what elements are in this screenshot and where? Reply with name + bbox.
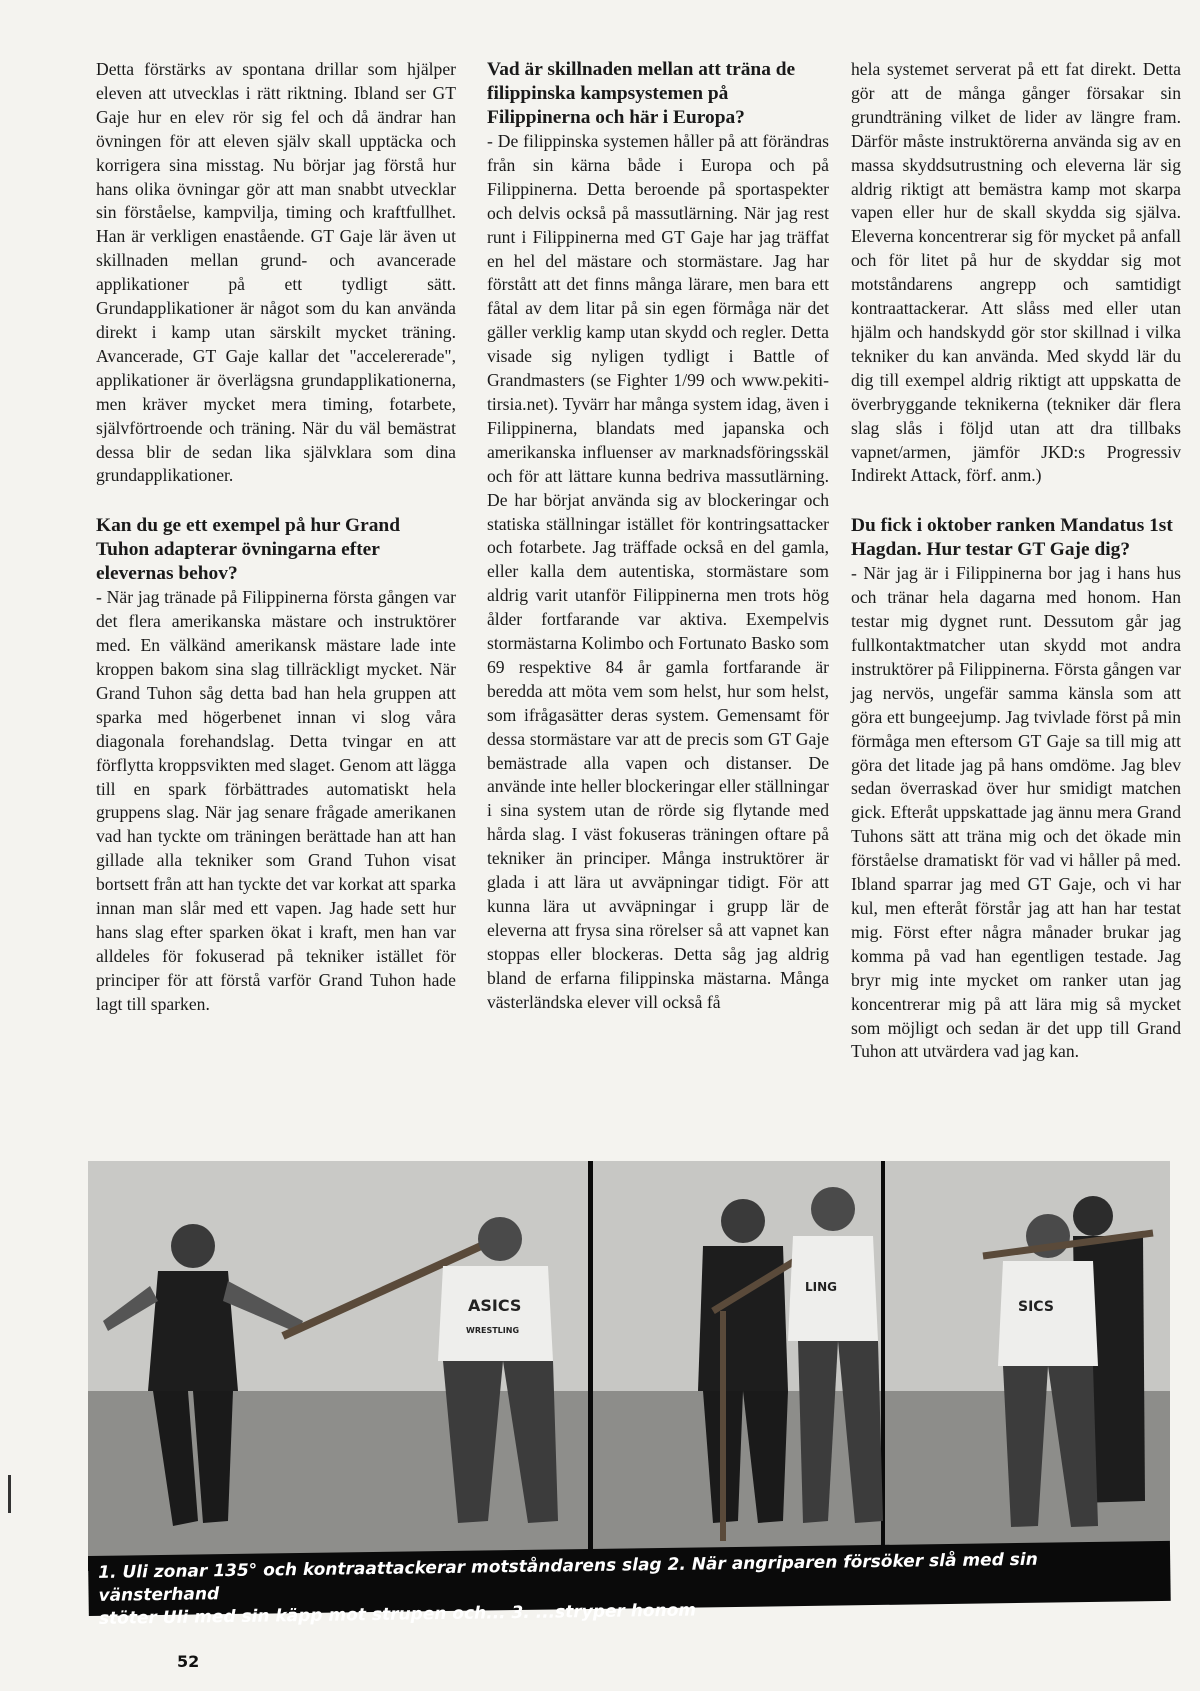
shirt-print: ASICS: [468, 1296, 522, 1315]
paragraph: Detta förstärks av spontana drillar som hjälper eleven att utvecklas i rätt riktning. Ibland ser GT Gaje hur en elev rör sig fel och då ändrar han övningen för att eleven själv skall upptäcka och korrigera sina misstag. Nu börjar jag förstå hur hans olika övningar gör att man snabbt utvecklar sin förståelse, kampvilja, timing och kraftfullhet. Han är verkligen enastående. GT Gaje lär även ut skillnaden mellan grund- och avancerade applikationer på ett tydligt sätt. Grundapplikationer är något som du kan använda direkt i kamp utan särskilt mycket träning. Avancerade, GT Gaje kallar det "accelererade", applikationer är överlägsna grundapplikationerna, men kräver mycket mera timing, fotarbete, självförtroende och träning. När du väl bemästrat dessa blir de sedan lika självklara som dina grundapplikationer.: [96, 59, 456, 486]
article-column-1: [96, 58, 456, 1017]
article-column-3: [851, 58, 1181, 1064]
page-number: 52: [177, 1652, 200, 1671]
paragraph: - När jag är i Filippinerna bor jag i hans hus och tränar hela dagarna med honom. Han testar mig dygnet runt. Dessutom går jag fullkontaktmatcher utan skydd mot andra instruktörer på Filippinerna. Första gången var jag nervös, ungefär samma känsla som att göra ett bungeejump. Jag tvivlade först på min förmåga men eftersom GT Gaje sa till mig att göra det litade jag på hans omdöme. Jag blev sedan överraskad över hur smidigt matchen gick. Efteråt uppskattade jag ännu mera Grand Tuhons sätt att träna mig och det ökade min förståelse dramatiskt för vad vi håller på med. Ibland sparrar jag med GT Gaje, och vi har kul, men efteråt förstår jag att han har testat mig. Först efter några månader brukar jag komma på vad han egentligen testade. Jag bryr mig inte mycket om ranker utan jag koncentrerar mig på att lära mig så mycket som möjligt och sedan är det upp till Grand Tuhon att utvärdera vad jag kan.: [851, 563, 1181, 1062]
interview-question: Vad är skillnaden mellan att träna de filippinska kampsystemen på Filippinerna och här i Europa?: [487, 59, 796, 128]
paragraph: hela systemet serverat på ett fat direkt. Detta gör att de många gånger försakar sin grundträning vilket de lider av längre fram. Därför måste instruktörerna använda sig av en massa skyddsutrustning och eleverna lär sig aldrig riktigt att bemästra kamp mot skarpa vapen eller hur de skall skydda sig själva. Eleverna koncentrerar sig för mycket på anfall och för litet på hur de skyddar sig mot motståndarens angrepp och samtidigt kontraattackerar. Att slåss med eller utan hjälm och handskydd gör stor skillnad i vilka tekniker du kan använda. Med skydd lär du dig till exempel aldrig riktigt att uppskatta de överbryggande teknikerna (tekniker där flera slag slås i följd utan att dra tillbaks vapnet/armen, jämför JKD:s Progressiv Indirekt Attack, förf. anm.): [851, 59, 1181, 486]
paragraph: - De filippinska systemen håller på att förändras från sin kärna både i Europa och på Filippinerna. Detta beroende på sportaspekter och delvis också på massutlärning. När jag rest runt i Filippinerna med GT Gaje har jag träffat en hel del mästare och stormästare. Jag har förstått att det finns många lärare, men bara ett fåtal av dem litar på sin egen förmåga när det gäller verklig kamp utan skydd och regler. Detta visade sig nyligen tydligt i Battle of Grandmasters (se Fighter 1/99 och www.pekiti-tirsia.net). Tyvärr har många system idag, även i Filippinerna, blandats med japanska och amerikanska influenser av marknadsföringsskäl och för att lättare kunna bedriva massutlärning. De har börjat använda sig av blockeringar och statiska ställningar istället för kontringsattacker och fotarbete. Jag träffade också en del gamla, eller kalla dem autentiska, stormästare som aldrig varit utanför Filippinerna men trots hög ålder fortfarande var aktiva. Exempelvis stormästarna Kolimbo och Fortunato Basko som 69 respektive 84 år gamla fortfarande är beredda att möta vem som helst, hur som helst, som ifrågasätter deras system. Gemensamt för dessa stormästare var att de precis som GT Gaje bemästrade alla vapen och distanser. De använde inte heller blockeringar eller ställningar i sina system utan de rörde sig flytande med hårda slag. I väst fokuseras träningen oftare på tekniker än principer. Många instruktörer är glada i att lära ut avväpningar tidigt. För att kunna lära ut avväpningar i grupp lär de eleverna att frysa sina rörelser så att vapnet kan stoppas eller blockeras. Detta såg jag aldrig bland de erfarna filippinska mästarna. Många västerländska elever vill också få: [487, 131, 829, 1012]
shirt-print: WRESTLING: [466, 1326, 520, 1335]
paragraph: - När jag tränade på Filippinerna första gången var det flera amerikanska mästare och instruktörer med. En välkänd amerikansk mästare lade inte kroppen bakom sina slag tillräckligt mycket. När Grand Tuhon såg detta bad han hela gruppen att sparka med högerbenet innan vi slog våra diagonala forehandslag. Detta tvingar en att förflytta kroppsvikten med slaget. Genom att lägga till en spark förbättrades automatiskt hela gruppens slag. När jag senare frågade amerikanen vad han tyckte om träningen berättade han att han gillade alla tekniker som Grand Tuhon visat bortsett från att han tyckte det var korkat att sparka innan man slår med ett vapen. Jag hade sett hur hans slag efter sparken ökat i kraft, men han var alldeles för fokuserad på tekniker istället för principer för att förstå varför Grand Tuhon hade lagt till sparken.: [96, 587, 456, 1014]
article-column-2: [487, 58, 829, 1015]
shirt-print: SICS: [1018, 1299, 1054, 1315]
shirt-print: LING: [805, 1280, 838, 1294]
photo-stick-fight-2-3: [593, 1161, 1170, 1556]
interview-question: Kan du ge ett exempel på hur Grand Tuhon adapterar övningarna efter elevernas behov?: [96, 515, 400, 585]
photo-strip: [88, 1161, 1170, 1571]
interview-question: Du fick i oktober ranken Mandatus 1st Hagdan. Hur testar GT Gaje dig?: [851, 515, 1173, 561]
caption-line: 1. Uli zonar 135° och kontraattackerar motståndarens slag 2. När angriparen försöker slå med sin vänsterhand: [98, 1549, 1038, 1606]
photo-stick-fight-1: [88, 1161, 588, 1556]
caption-line: stöter Uli med sin käpp mot strupen och... 3. ...stryper honom: [98, 1600, 697, 1629]
scan-edge-mark: [8, 1475, 11, 1513]
